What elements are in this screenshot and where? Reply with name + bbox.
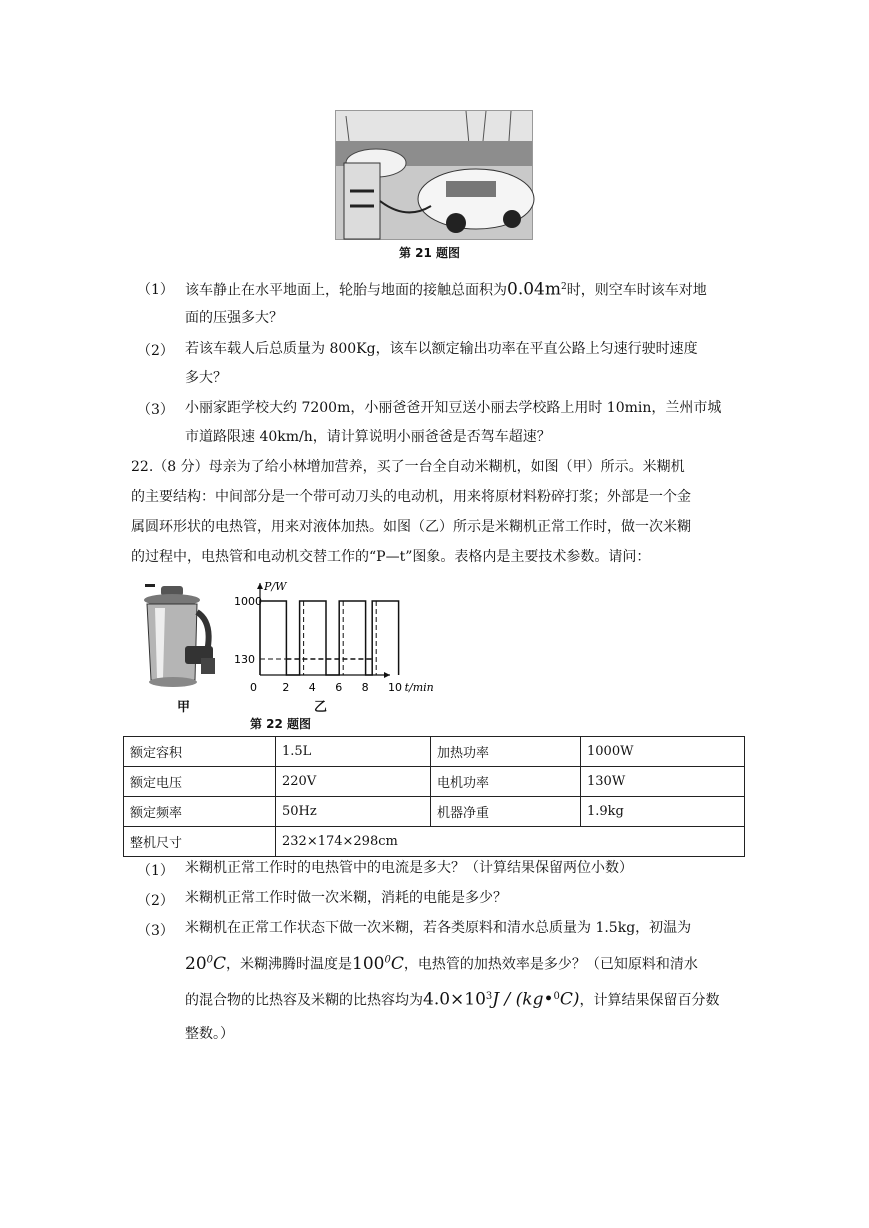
boil-temp-value: 100 <box>352 953 385 974</box>
q21-3-line2: 市道路限速 40km/h，请计算说明小丽爸爸是否驾车超速？ <box>185 429 551 445</box>
q21-1-number: （1） <box>137 282 174 298</box>
x-axis-arrow <box>384 672 390 678</box>
y-tick-label: 130 <box>234 653 255 666</box>
specific-heat-unit-end: C) <box>559 989 580 1010</box>
q21-1-text-post: 时，则空车时该车对地 <box>566 282 707 299</box>
specific-heat-unit: J / (kg• <box>492 989 554 1010</box>
power-time-chart <box>228 575 434 710</box>
q22-line-4: 的过程中，电热管和电动机交替工作的“P—t”图象。表格内是主要技术参数。请问： <box>131 549 651 565</box>
x-tick-label: 8 <box>361 681 369 694</box>
q22-3-number: （3） <box>137 923 174 939</box>
area-value: 0.04m <box>507 279 561 300</box>
q21-3-number: （3） <box>137 402 174 418</box>
q21-2-number: （2） <box>137 343 174 359</box>
q22-line-2: 的主要结构：中间部分是一个带可动刀头的电动机，用来将原材料粉碎打浆；外部是一个金 <box>131 489 691 505</box>
table-cell: 额定电压 <box>124 767 276 797</box>
q21-1-line2: 面的压强多大？ <box>185 310 283 326</box>
table-row <box>124 767 745 797</box>
specific-heat-exponent: 3 <box>485 991 493 1002</box>
table-cell: 1000W <box>581 737 745 767</box>
table-row <box>124 827 745 857</box>
boil-temp <box>352 954 404 974</box>
initial-temp <box>185 954 226 974</box>
area-exponent: 2 <box>560 282 567 292</box>
table-cell: 机器净重 <box>431 797 581 827</box>
specific-heat-degree: 0 <box>553 991 560 1002</box>
q22-1-text: 米糊机正常工作时的电热管中的电流是多大？（计算结果保留两位小数） <box>185 860 633 876</box>
q21-2-line2: 多大？ <box>185 370 227 386</box>
initial-temp-value: 20 <box>185 953 207 974</box>
q22-line-3: 属圆环形状的电热管，用来对液体加热。如图（乙）所示是米糊机正常工作时，做一次米糊 <box>131 519 691 535</box>
figure-22-caption: 第 22 题图 <box>250 717 312 731</box>
table-cell: 220V <box>276 767 431 797</box>
boil-temp-unit: C <box>390 953 404 974</box>
table-cell: 50Hz <box>276 797 431 827</box>
table-cell: 额定频率 <box>124 797 276 827</box>
q21-1-text: 该车静止在水平地面上，轮胎与地面的接触总面积为 <box>185 282 507 299</box>
q22-3-line3-text1: 的混合物的比热容及米糊的比热容均为 <box>185 992 423 1009</box>
q22-2-text: 米糊机正常工作时做一次米糊，消耗的电能是多少？ <box>185 890 507 906</box>
table-cell: 232×174×298cm <box>276 827 745 857</box>
boil-temp-degree: 0 <box>384 954 391 965</box>
figure-21-caption: 第 21 题图 <box>399 246 461 260</box>
y-tick-label: 1000 <box>234 595 262 608</box>
q22-1-number: （1） <box>137 863 174 879</box>
label-jia: 甲 <box>177 700 191 715</box>
x-tick-label: 10 <box>388 681 402 694</box>
q22-3-line1: 米糊机在正常工作状态下做一次米糊，若各类原料和清水总质量为 1.5kg，初温为 <box>185 920 692 936</box>
x-tick-label: 0 <box>250 681 257 694</box>
table-cell: 130W <box>581 767 745 797</box>
q22-3-line2-text1: ，米糊沸腾时温度是 <box>226 956 353 973</box>
y-axis-label: P/W <box>264 580 287 593</box>
table-cell: 整机尺寸 <box>124 827 276 857</box>
x-axis-label: t/min <box>404 681 434 694</box>
heater-power-series <box>260 601 399 675</box>
spec-table <box>123 736 745 857</box>
q22-3-line2-text2: ，电热管的加热效率是多少？（已知原料和清水 <box>403 956 698 973</box>
electric-car-photo <box>335 110 533 240</box>
table-cell: 加热功率 <box>431 737 581 767</box>
initial-temp-degree: 0 <box>206 954 214 965</box>
q21-1-line1 <box>185 277 707 301</box>
q22-3-line3-text2: ，计算结果保留百分数 <box>579 992 720 1009</box>
label-yi: 乙 <box>314 700 328 715</box>
table-cell: 额定容积 <box>124 737 276 767</box>
table-cell: 1.5L <box>276 737 431 767</box>
x-tick-label: 6 <box>335 681 343 694</box>
x-tick-label: 4 <box>308 681 316 694</box>
q22-3-line3 <box>185 983 720 1015</box>
rice-paste-machine-image <box>137 582 227 692</box>
specific-heat-value: 4.0×10 <box>423 989 486 1010</box>
q21-3-line1: 小丽家距学校大约 7200m，小丽爸爸开知豆送小丽去学校路上用时 10min，兰州市城 <box>185 400 722 416</box>
table-cell: 电机功率 <box>431 767 581 797</box>
table-row <box>124 797 745 827</box>
q21-2-line1: 若该车载人后总质量为 800Kg，该车以额定输出功率在平直公路上匀速行驶时速度 <box>185 341 698 357</box>
initial-temp-unit: C <box>213 953 227 974</box>
q22-3-line2 <box>185 946 698 979</box>
table-cell: 1.9kg <box>581 797 745 827</box>
q22-2-number: （2） <box>137 893 174 909</box>
q22-3-line4: 整数。） <box>185 1026 234 1042</box>
x-tick-label: 2 <box>282 681 290 694</box>
q22-line-1: 22.（8 分）母亲为了给小林增加营养，买了一台全自动米糊机，如图（甲）所示。米糊机 <box>131 459 685 475</box>
y-axis-arrow <box>257 583 263 589</box>
table-row <box>124 737 745 767</box>
